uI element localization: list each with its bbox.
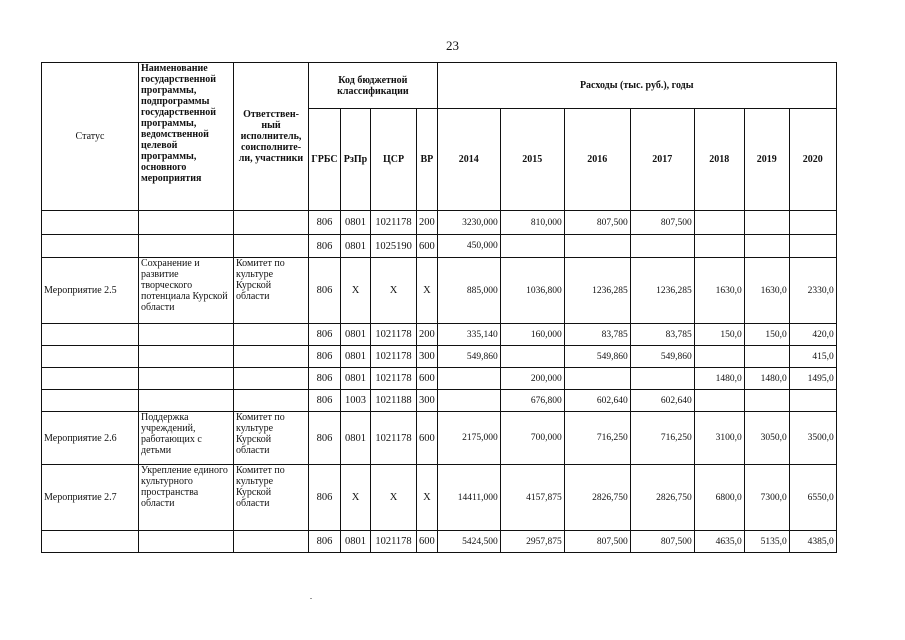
row-value-2016: 716,250 [564, 412, 630, 465]
row-grbs: 806 [309, 531, 341, 553]
header-year-2017: 2017 [630, 109, 694, 211]
row-value-2020: 2330,0 [789, 258, 836, 324]
row-value-2018 [694, 211, 744, 235]
row-grbs: 806 [309, 390, 341, 412]
row-vr: 600 [417, 412, 438, 465]
row-executor [234, 235, 309, 258]
row-value-2015: 200,000 [500, 368, 564, 390]
row-grbs: 806 [309, 235, 341, 258]
row-rzpr: Х [341, 465, 371, 531]
row-value-2017: 2826,750 [630, 465, 694, 531]
row-value-2014 [437, 390, 500, 412]
table-row [42, 531, 837, 553]
row-value-2017 [630, 368, 694, 390]
row-value-2015: 1036,800 [500, 258, 564, 324]
row-csr: 1021178 [371, 412, 417, 465]
row-executor [234, 531, 309, 553]
row-value-2016: 1236,285 [564, 258, 630, 324]
row-value-2014: 2175,000 [437, 412, 500, 465]
row-value-2018: 4635,0 [694, 531, 744, 553]
row-status [42, 368, 139, 390]
row-rzpr: 0801 [341, 368, 371, 390]
row-rzpr: 0801 [341, 235, 371, 258]
row-grbs: 806 [309, 412, 341, 465]
header-status: Статус [42, 63, 139, 211]
row-rzpr: 0801 [341, 346, 371, 368]
row-name [139, 211, 234, 235]
row-value-2017: 716,250 [630, 412, 694, 465]
row-value-2018: 150,0 [694, 324, 744, 346]
row-value-2017: 83,785 [630, 324, 694, 346]
header-vr: ВР [417, 109, 438, 211]
row-executor [234, 346, 309, 368]
row-grbs: 806 [309, 211, 341, 235]
row-grbs: 806 [309, 346, 341, 368]
row-value-2020: 4385,0 [789, 531, 836, 553]
header-name: Наименование государственной программы, подпрограммы государственной программы, ведомственной целевой программы, основного мероприятия [139, 63, 234, 211]
row-value-2019: 7300,0 [744, 465, 789, 531]
row-value-2014: 885,000 [437, 258, 500, 324]
row-grbs: 806 [309, 368, 341, 390]
row-status: Мероприятие 2.6 [42, 412, 139, 465]
row-value-2015: 700,000 [500, 412, 564, 465]
row-rzpr: 0801 [341, 412, 371, 465]
row-value-2017: 807,500 [630, 531, 694, 553]
table-row [42, 235, 837, 258]
table-row [42, 211, 837, 235]
row-vr: 200 [417, 211, 438, 235]
row-csr: Х [371, 465, 417, 531]
row-name [139, 346, 234, 368]
row-value-2016 [564, 368, 630, 390]
row-value-2014: 14411,000 [437, 465, 500, 531]
row-value-2015: 160,000 [500, 324, 564, 346]
row-value-2019: 5135,0 [744, 531, 789, 553]
header-executor: Ответствен-ный исполнитель, соисполните-ли, участники [234, 63, 309, 211]
row-status [42, 346, 139, 368]
row-vr: 300 [417, 390, 438, 412]
row-value-2019 [744, 235, 789, 258]
row-value-2016 [564, 235, 630, 258]
row-executor [234, 368, 309, 390]
row-value-2020: 1495,0 [789, 368, 836, 390]
row-value-2018: 1480,0 [694, 368, 744, 390]
row-executor: Комитет по культуре Курской области [234, 258, 309, 324]
row-vr: Х [417, 258, 438, 324]
row-value-2016: 549,860 [564, 346, 630, 368]
row-executor: Комитет по культуре Курской области [234, 412, 309, 465]
budget-table [41, 62, 837, 553]
row-value-2014: 3230,000 [437, 211, 500, 235]
row-value-2015: 676,800 [500, 390, 564, 412]
row-name: Поддержка учреждений, работающих с детьми [139, 412, 234, 465]
header-year-2014: 2014 [437, 109, 500, 211]
row-value-2014: 549,860 [437, 346, 500, 368]
row-status [42, 390, 139, 412]
row-executor: Комитет по культуре Курской области [234, 465, 309, 531]
table-row [42, 258, 837, 324]
header-grbs: ГРБС [309, 109, 341, 211]
row-value-2019: 1480,0 [744, 368, 789, 390]
row-status [42, 324, 139, 346]
row-csr: Х [371, 258, 417, 324]
table-row [42, 390, 837, 412]
row-csr: 1021178 [371, 346, 417, 368]
row-value-2015 [500, 346, 564, 368]
header-rzpr: РзПр [341, 109, 371, 211]
scan-dot [310, 598, 312, 599]
row-status [42, 235, 139, 258]
row-rzpr: 0801 [341, 211, 371, 235]
row-name [139, 324, 234, 346]
row-value-2018: 3100,0 [694, 412, 744, 465]
table-row [42, 368, 837, 390]
table-row [42, 324, 837, 346]
row-value-2016: 807,500 [564, 211, 630, 235]
row-csr: 1021188 [371, 390, 417, 412]
row-value-2020 [789, 211, 836, 235]
row-vr: 300 [417, 346, 438, 368]
row-csr: 1025190 [371, 235, 417, 258]
row-vr: Х [417, 465, 438, 531]
row-value-2014: 450,000 [437, 235, 500, 258]
row-name [139, 235, 234, 258]
page-number: 23 [446, 38, 459, 53]
header-budget-code: Код бюджетной классификации [309, 63, 438, 109]
header-year-2016: 2016 [564, 109, 630, 211]
row-value-2015: 2957,875 [500, 531, 564, 553]
row-executor [234, 211, 309, 235]
row-value-2019: 3050,0 [744, 412, 789, 465]
row-csr: 1021178 [371, 324, 417, 346]
row-csr: 1021178 [371, 368, 417, 390]
row-value-2020: 3500,0 [789, 412, 836, 465]
row-value-2017 [630, 235, 694, 258]
row-value-2015: 4157,875 [500, 465, 564, 531]
row-name: Сохранение и развитие творческого потенциала Курской области [139, 258, 234, 324]
row-csr: 1021178 [371, 211, 417, 235]
row-status: Мероприятие 2.7 [42, 465, 139, 531]
row-name [139, 390, 234, 412]
row-value-2016: 602,640 [564, 390, 630, 412]
row-value-2017: 549,860 [630, 346, 694, 368]
header-year-2020: 2020 [789, 109, 836, 211]
row-name: Укрепление единого культурного пространства области [139, 465, 234, 531]
row-value-2020 [789, 390, 836, 412]
row-executor [234, 324, 309, 346]
row-value-2015: 810,000 [500, 211, 564, 235]
row-value-2019 [744, 346, 789, 368]
row-status [42, 531, 139, 553]
row-value-2016: 807,500 [564, 531, 630, 553]
row-value-2017: 1236,285 [630, 258, 694, 324]
row-value-2014 [437, 368, 500, 390]
row-grbs: 806 [309, 324, 341, 346]
row-value-2014: 5424,500 [437, 531, 500, 553]
header-year-2018: 2018 [694, 109, 744, 211]
row-value-2020 [789, 235, 836, 258]
header-csr: ЦСР [371, 109, 417, 211]
header-year-2019: 2019 [744, 109, 789, 211]
row-vr: 600 [417, 368, 438, 390]
row-value-2018 [694, 390, 744, 412]
row-value-2020: 6550,0 [789, 465, 836, 531]
row-rzpr: Х [341, 258, 371, 324]
row-value-2017: 602,640 [630, 390, 694, 412]
table-row [42, 465, 837, 531]
row-grbs: 806 [309, 465, 341, 531]
row-value-2018 [694, 346, 744, 368]
row-status [42, 211, 139, 235]
row-value-2014: 335,140 [437, 324, 500, 346]
row-rzpr: 0801 [341, 531, 371, 553]
row-grbs: 806 [309, 258, 341, 324]
row-rzpr: 1003 [341, 390, 371, 412]
row-executor [234, 390, 309, 412]
row-vr: 600 [417, 235, 438, 258]
row-vr: 200 [417, 324, 438, 346]
row-value-2018: 6800,0 [694, 465, 744, 531]
row-name [139, 531, 234, 553]
row-value-2016: 83,785 [564, 324, 630, 346]
row-value-2019: 1630,0 [744, 258, 789, 324]
row-value-2019: 150,0 [744, 324, 789, 346]
row-value-2018 [694, 235, 744, 258]
row-value-2020: 420,0 [789, 324, 836, 346]
row-status: Мероприятие 2.5 [42, 258, 139, 324]
row-csr: 1021178 [371, 531, 417, 553]
table-row [42, 412, 837, 465]
row-name [139, 368, 234, 390]
row-value-2016: 2826,750 [564, 465, 630, 531]
row-vr: 600 [417, 531, 438, 553]
row-value-2017: 807,500 [630, 211, 694, 235]
row-value-2015 [500, 235, 564, 258]
table-row [42, 346, 837, 368]
row-rzpr: 0801 [341, 324, 371, 346]
header-expenses: Расходы (тыс. руб.), годы [437, 63, 836, 109]
row-value-2019 [744, 211, 789, 235]
header-year-2015: 2015 [500, 109, 564, 211]
row-value-2018: 1630,0 [694, 258, 744, 324]
row-value-2019 [744, 390, 789, 412]
row-value-2020: 415,0 [789, 346, 836, 368]
